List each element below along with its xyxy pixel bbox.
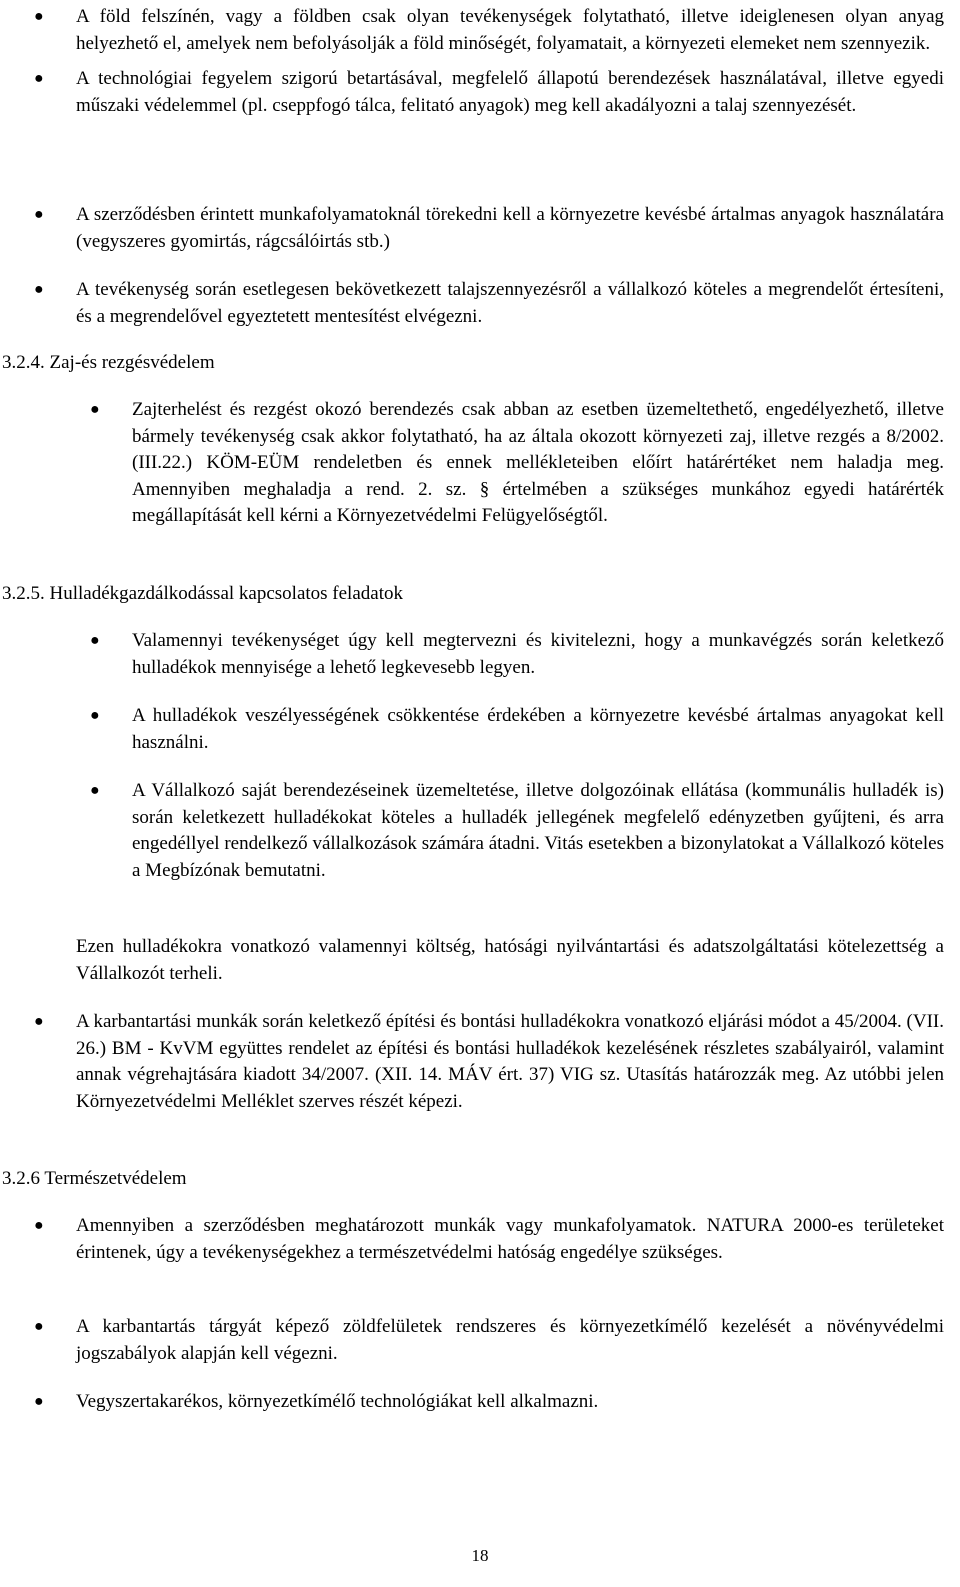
list-item: A karbantartás tárgyát képező zöldfelületek rendszeres és környezetkímélő kezelését a növényvédelmi jogszabályok alapján kell végezni.	[76, 1316, 944, 1364]
list-item: A szerződésben érintett munkafolyamatoknál törekedni kell a környezetre kevésbé ártalmas anyagok használatára (vegyszeres gyomirtás, rágcsálóirtás stb.)	[76, 204, 944, 252]
bullet-icon: ●	[90, 401, 100, 418]
list-item: Vegyszertakarékos, környezetkímélő technológiákat kell alkalmazni.	[76, 1391, 599, 1412]
bullet-icon: ●	[34, 1318, 44, 1335]
list-item: A hulladékok veszélyességének csökkentése érdekében a környezetre kevésbé ártalmas anyagokat kell használni.	[132, 705, 944, 753]
list-item: A technológiai fegyelem szigorú betartásával, megfelelő állapotú berendezések használatával, illetve egyedi műszaki védelemmel (pl. cseppfogó tálca, felitató anyagok) meg kell akadályozni a talaj szennyezését.	[76, 68, 944, 116]
section-heading-nature: 3.2.6 Természetvédelem	[2, 1168, 187, 1189]
list-item: Zajterhelést és rezgést okozó berendezés csak abban az esetben üzemeltethető, engedélyezhető, illetve bármely tevékenység csak akkor folytatható, ha az általa okozott környezeti zaj, illetve rezgés a 8/2002. (III.22.) KÖM-EÜM rendeletben és ennek mellékleteiben előírt határértéket nem haladja meg. Amennyiben meghaladja a rend. 2. sz. § értelmében a szükséges munkához egyedi határérték megállapítását kell kérni a Környezetvédelmi Felügyelőségtől.	[132, 399, 944, 527]
section-heading-noise: 3.2.4. Zaj-és rezgésvédelem	[2, 352, 215, 373]
bullet-icon: ●	[34, 281, 44, 298]
bullet-icon: ●	[34, 8, 44, 25]
list-item: A karbantartási munkák során keletkező építési és bontási hulladékokra vonatkozó eljárási módot a 45/2004. (VII. 26.) BM - KvVM együttes rendelet az építési és bontási hulladékok kezelésének részletes szabályairól, valamint annak végrehajtására kiadott 34/2007. (XII. 14. MÁV ért. 37) VIG sz. Utasítás határozzák meg. Az utóbbi jelen Környezetvédelmi Melléklet szerves részét képezi.	[76, 1011, 944, 1112]
waste-cost-note: Ezen hulladékokra vonatkozó valamennyi költség, hatósági nyilvántartási és adatszolgáltatási kötelezettség a Vállalkozót terheli.	[76, 936, 944, 984]
bullet-icon: ●	[34, 70, 44, 87]
bullet-icon: ●	[34, 1217, 44, 1234]
list-item: A Vállalkozó saját berendezéseinek üzemeltetése, illetve dolgozóinak ellátása (kommunális hulladék is) során keletkezett hulladékokat köteles a hulladék jellegének megfelelő edényzetben gyűjteni, és arra engedéllyel rendelkező vállalkozások számára átadni. Vitás esetekben a bizonylatokat a Vállalkozó köteles a Megbízónak bemutatni.	[132, 780, 944, 881]
page-number: 18	[471, 1546, 489, 1565]
list-item: A föld felszínén, vagy a földben csak olyan tevékenységek folytatható, illetve ideiglenesen olyan anyag helyezhető el, amelyek nem befolyásolják a föld minőségét, folyamatait, a környezeti elemeket nem szennyezik.	[76, 6, 944, 54]
section-heading-waste: 3.2.5. Hulladékgazdálkodással kapcsolatos feladatok	[2, 583, 403, 604]
list-item: A tevékenység során esetlegesen bekövetkezett talajszennyezésről a vállalkozó köteles a megrendelőt értesíteni, és a megrendelővel egyeztetett mentesítést elvégezni.	[76, 279, 944, 327]
list-item: Valamennyi tevékenységet úgy kell megtervezni és kivitelezni, hogy a munkavégzés során keletkező hulladékok mennyisége a lehető legkevesebb legyen.	[132, 630, 944, 678]
bullet-icon: ●	[34, 1393, 44, 1410]
bullet-icon: ●	[90, 632, 100, 649]
bullet-icon: ●	[90, 782, 100, 799]
bullet-icon: ●	[34, 206, 44, 223]
list-item: Amennyiben a szerződésben meghatározott munkák vagy munkafolyamatok. NATURA 2000-es területeket érintenek, úgy a tevékenységekhez a természetvédelmi hatóság engedélye szükséges.	[76, 1215, 944, 1263]
bullet-icon: ●	[34, 1013, 44, 1030]
bullet-icon: ●	[90, 707, 100, 724]
